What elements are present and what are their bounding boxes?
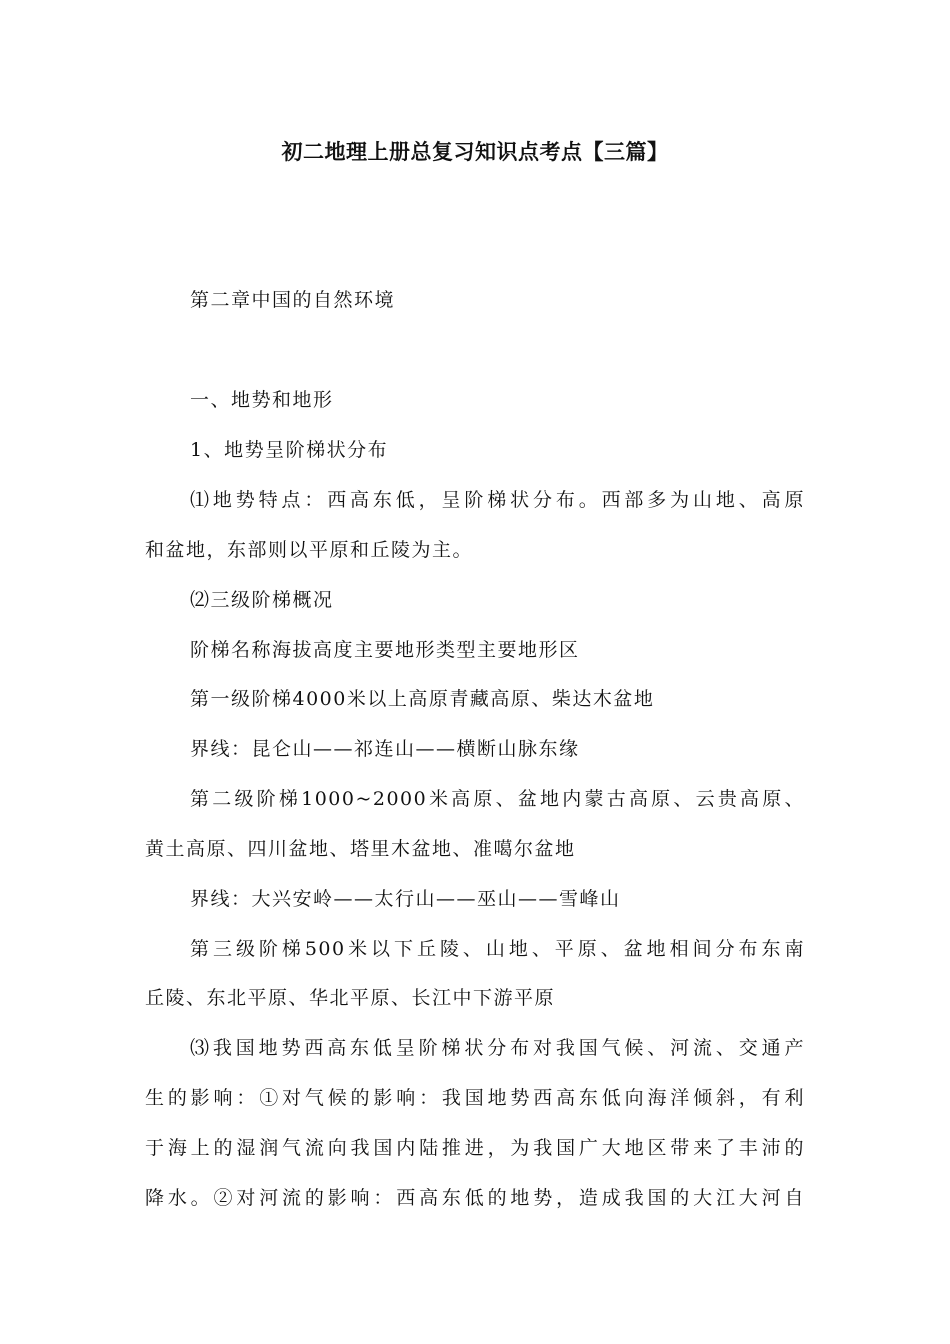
paragraph-line: ⑵三级阶梯概况 [190,589,334,611]
paragraph-line: 第二级阶梯1000~2000米高原、盆地内蒙古高原、云贵高原、 [190,788,805,810]
paragraph-line: 降水。②对河流的影响：西高东低的地势，造成我国的大江大河自 [145,1187,805,1209]
section-heading: 一、地势和地形 [190,389,334,411]
paragraph-line: 界线：大兴安岭——太行山——巫山——雪峰山 [190,888,621,910]
paragraph-line: 第一级阶梯4000米以上高原青藏高原、柴达木盆地 [190,688,655,710]
paragraph-line: 生的影响：①对气候的影响：我国地势西高东低向海洋倾斜，有利 [145,1087,805,1109]
paragraph-line: 丘陵、东北平原、华北平原、长江中下游平原 [145,987,556,1009]
paragraph-line: 阶梯名称海拔高度主要地形类型主要地形区 [190,639,580,661]
document-title: 初二地理上册总复习知识点考点【三篇】 [281,140,669,164]
paragraph-line: 黄土高原、四川盆地、塔里木盆地、准噶尔盆地 [145,838,576,860]
chapter-heading: 第二章中国的自然环境 [190,289,396,311]
paragraph-line: ⑶我国地势西高东低呈阶梯状分布对我国气候、河流、交通产 [190,1037,805,1059]
paragraph-line: ⑴地势特点：西高东低，呈阶梯状分布。西部多为山地、高原 [190,489,805,511]
subsection-heading: 1、地势呈阶梯状分布 [190,439,389,461]
paragraph-line: 和盆地，东部则以平原和丘陵为主。 [145,539,474,561]
paragraph-line: 第三级阶梯500米以下丘陵、山地、平原、盆地相间分布东南 [190,938,805,960]
paragraph-line: 界线：昆仑山——祁连山——横断山脉东缘 [190,738,580,760]
paragraph-line: 于海上的湿润气流向我国内陆推进，为我国广大地区带来了丰沛的 [145,1137,805,1159]
